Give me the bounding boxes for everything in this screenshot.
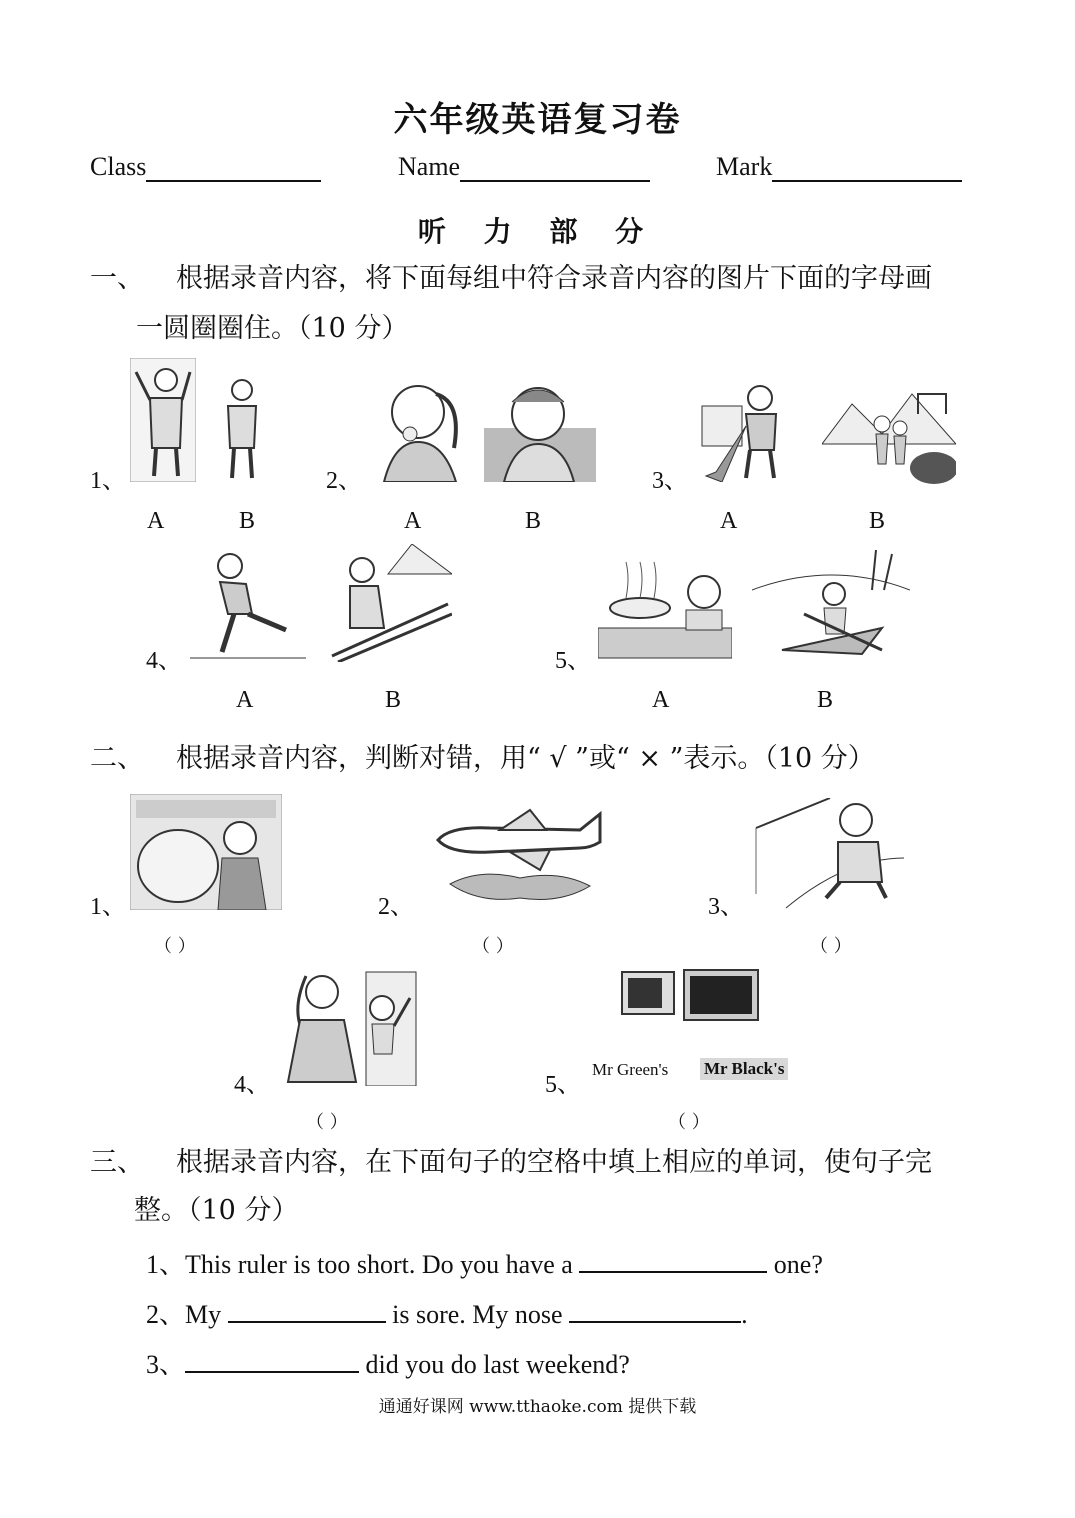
- hotpot-boy-icon: [598, 558, 732, 662]
- s2-item5-small-tv: [620, 968, 676, 1018]
- s2-item1-answer[interactable]: （ ）: [154, 936, 196, 957]
- big-tv-icon: [682, 968, 760, 1022]
- girl-skating-icon: [190, 548, 306, 662]
- boy-rowing-icon: [752, 550, 910, 662]
- page-title: 六年级英语复习卷: [393, 100, 682, 140]
- s1-item3-option-b[interactable]: B: [869, 508, 886, 534]
- s2-item5-answer[interactable]: （ ）: [668, 1112, 710, 1133]
- mother-and-child-icon: [282, 968, 420, 1086]
- s2-item3-answer[interactable]: （ ）: [810, 936, 852, 957]
- name-label: Name: [398, 152, 461, 181]
- mark-field: [716, 152, 962, 182]
- s2-item1-picture: [130, 794, 282, 910]
- s2-item4-picture: [282, 968, 420, 1086]
- s2-item5-big-tv: [682, 968, 760, 1022]
- s3-sentence-3: [146, 1344, 630, 1381]
- s1-item4-picture-a: [190, 548, 306, 662]
- s2-item-4-number: 4、: [234, 1072, 270, 1098]
- section3-instruction-line1: 根据录音内容，在下面句子的空格中填上相应的单词，使句子完: [176, 1147, 932, 1178]
- s1-item1-picture-b: [214, 374, 268, 482]
- s2-item-5-number: 5、: [545, 1072, 581, 1098]
- s3-s2-text-c: .: [741, 1300, 748, 1329]
- s1-item1-picture-a: [130, 358, 196, 482]
- girl-sick-icon: [484, 378, 596, 482]
- s1-item2-option-b[interactable]: B: [525, 508, 542, 534]
- s1-item5-option-b[interactable]: B: [817, 687, 834, 713]
- s1-item-2-number: 2、: [326, 468, 362, 494]
- s1-item-4-number: 4、: [146, 648, 182, 674]
- mark-blank[interactable]: [772, 154, 962, 182]
- section1-number: 一、: [90, 263, 144, 294]
- s1-item4-option-b[interactable]: B: [385, 687, 402, 713]
- airplane-icon: [430, 808, 606, 910]
- s3-s3-number: 3、: [146, 1350, 186, 1379]
- s1-item3-option-a[interactable]: A: [720, 508, 738, 534]
- s1-item3-picture-b: [822, 384, 956, 484]
- s1-item1-option-a[interactable]: A: [147, 508, 165, 534]
- s3-sentence-1: [146, 1244, 823, 1281]
- s3-s2-number: 2、: [146, 1300, 186, 1329]
- s2-item2-answer[interactable]: （ ）: [472, 936, 514, 957]
- section3-number: 三、: [90, 1147, 144, 1178]
- cheering-man-icon: [130, 358, 196, 482]
- s3-s1-number: 1、: [146, 1250, 186, 1279]
- thinking-man-icon: [214, 374, 268, 482]
- s2-item5-label-black: Mr Black's: [700, 1058, 788, 1080]
- girls-shopping-icon: [130, 794, 282, 910]
- s2-item-3-number: 3、: [708, 894, 744, 920]
- s1-item5-option-a[interactable]: A: [652, 687, 670, 713]
- name-blank[interactable]: [460, 154, 650, 182]
- s2-item-1-number: 1、: [90, 894, 126, 920]
- section3-heading: [90, 1138, 1010, 1188]
- section1-heading: [90, 254, 1010, 304]
- listening-title: 听 力 部 分: [417, 215, 658, 248]
- s2-item-2-number: 2、: [378, 894, 414, 920]
- s1-item-5-number: 5、: [555, 648, 591, 674]
- s3-sentence-2: [146, 1294, 748, 1331]
- s2-item5-label-green: Mr Green's: [592, 1060, 669, 1079]
- s1-item5-picture-b: [752, 550, 910, 662]
- s1-item2-picture-a: [374, 378, 468, 482]
- s3-s2-text-a: My: [185, 1300, 222, 1329]
- s3-s3-text-a: did you do last weekend?: [365, 1350, 630, 1379]
- s1-item2-picture-b: [484, 378, 596, 482]
- mark-label: Mark: [716, 152, 773, 181]
- s3-s2-text-b: is sore. My nose: [392, 1300, 563, 1329]
- section2-instruction: 根据录音内容，判断对错，用“ √ ”或“ × ”表示。（10 分）: [176, 743, 875, 774]
- boy-fishing-icon: [746, 798, 904, 910]
- section1-instruction-line1: 根据录音内容，将下面每组中符合录音内容的图片下面的字母画: [176, 263, 932, 294]
- s3-s1-text-a: This ruler is too short. Do you have a: [185, 1250, 573, 1279]
- girl-toothache-icon: [374, 378, 468, 482]
- s2-item2-picture: [430, 808, 606, 910]
- section1-instruction-line2: 一圆圈圈住。（10 分）: [136, 313, 409, 344]
- class-label: Class: [90, 152, 147, 181]
- boy-sweeping-icon: [700, 376, 802, 482]
- class-blank[interactable]: [146, 154, 321, 182]
- s3-s3-blank[interactable]: [185, 1347, 359, 1373]
- s2-item4-answer[interactable]: （ ）: [306, 1112, 348, 1133]
- girl-skiing-icon: [328, 544, 452, 662]
- s1-item4-option-a[interactable]: A: [236, 687, 254, 713]
- small-tv-icon: [620, 968, 676, 1018]
- s3-s1-blank[interactable]: [579, 1247, 767, 1273]
- s3-s1-text-b: one?: [773, 1250, 823, 1279]
- s1-item2-option-a[interactable]: A: [404, 508, 422, 534]
- section2-number: 二、: [90, 743, 144, 774]
- s3-s2-blank-1[interactable]: [228, 1297, 386, 1323]
- footer: 通通好课网 www.tthaoke.com 提供下载: [378, 1397, 697, 1417]
- s1-item3-picture-a: [700, 376, 802, 482]
- section3-instruction-line2: 整。（10 分）: [134, 1195, 299, 1226]
- section2-heading: [90, 734, 1010, 784]
- s1-item-3-number: 3、: [652, 468, 688, 494]
- s1-item-1-number: 1、: [90, 468, 126, 494]
- family-hiking-icon: [822, 384, 956, 484]
- s3-s2-blank-2[interactable]: [569, 1297, 741, 1323]
- s2-item3-picture: [746, 798, 904, 910]
- name-field: [398, 152, 650, 182]
- s1-item5-picture-a: [598, 558, 732, 662]
- s1-item1-option-b[interactable]: B: [239, 508, 256, 534]
- s1-item4-picture-b: [328, 544, 452, 662]
- class-field: [90, 152, 321, 182]
